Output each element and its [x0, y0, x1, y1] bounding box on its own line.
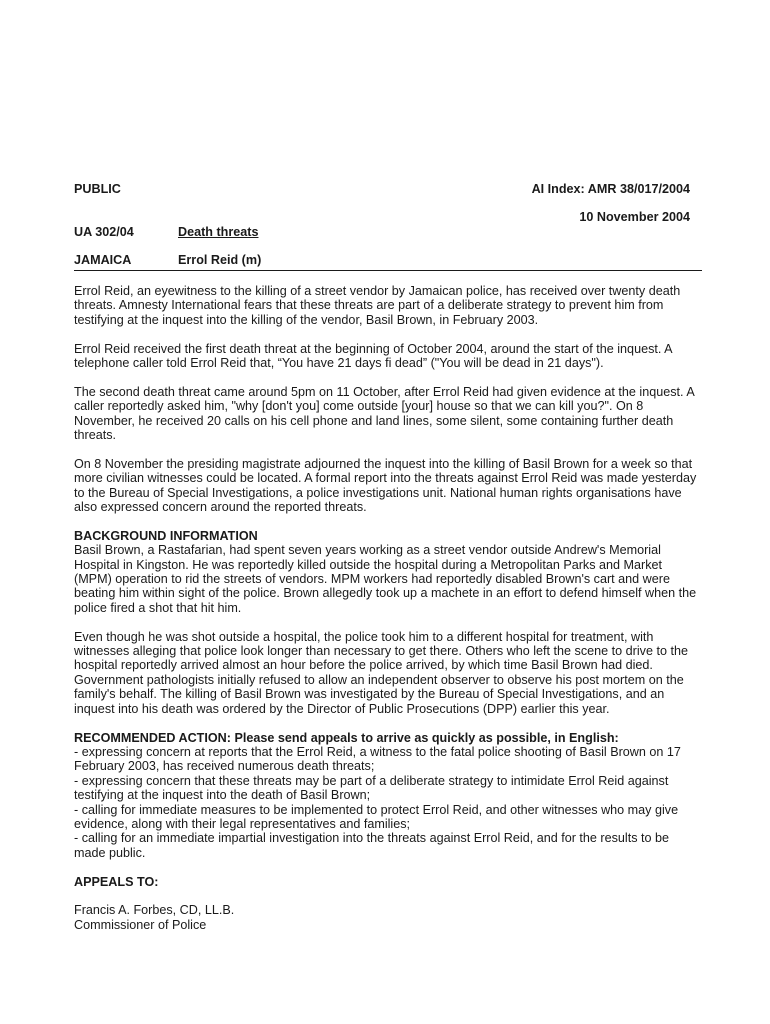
action-item: - expressing concern that these threats may be part of a deliberate strategy to intimidate Errol Reid against testifying at the inquest into the death of Basil Brown; — [74, 773, 669, 803]
paragraph-second-threat: The second death threat came around 5pm on 11 October, after Errol Reid had given evidence at the inquest. A caller reportedly asked him, "why [don't you] come outside [your] house so that we can kill you?". On 8 November, he received 20 calls on his cell phone and land lines, some silent, some containing further death threats. — [74, 384, 695, 443]
paragraph-background: Basil Brown, a Rastafarian, had spent seven years working as a street vendor outside Andrew's Memorial Hospital in Kingston. He was reportedly killed outside the hospital during a Metropolitan Parks and Market (MPM) operation to rid the streets of vendors. MPM workers had reportedly disabled Brown's cart and were beating him within sight of the police. Brown allegedly took up a machete in an effort to defend himself when the police fired a shot that hit him. — [74, 543, 697, 615]
header-divider — [74, 270, 702, 271]
paragraph-first-threat: Errol Reid received the first death threat at the beginning of October 2004, around the start of the inquest. A telephone caller told Errol Reid that, “You have 21 days fi dead” ("You will be dead in 21 days"). — [74, 341, 672, 371]
action-item: - calling for an immediate impartial investigation into the threats against Errol Reid, and for the results to be made public. — [74, 831, 670, 860]
ai-index: AI Index: AMR 38/017/2004 — [531, 182, 690, 196]
document-body — [74, 284, 698, 947]
classification-label: PUBLIC — [74, 182, 121, 196]
background-heading: BACKGROUND INFORMATION — [74, 528, 258, 543]
action-item: - expressing concern at reports that the Errol Reid, a witness to the fatal police shooting of Basil Brown on 17 February 2003, has received numerous death threats; — [74, 744, 681, 774]
document-date: 10 November 2004 — [579, 210, 690, 224]
subject-title: Death threats — [178, 225, 259, 239]
ua-number: UA 302/04 — [74, 225, 134, 239]
background-section — [74, 529, 698, 615]
recipient-block — [74, 903, 698, 932]
recommended-heading: RECOMMENDED ACTION: Please send appeals to arrive as quickly as possible, in English: — [74, 730, 619, 745]
paragraph-hospital: Even though he was shot outside a hospital, the police took him to a different hospital for treatment, with witnesses alleging that police look longer than necessary to get there. Others who left the scene to drive to the hospital reportedly arrived almost an hour before the police arrived, by which time Basil Brown had died. Government pathologists initially refused to allow an independent observer to observe his post mortem on the family's behalf. The killing of Basil Brown was investigated by the Bureau of Special Investigations, and an inquest into his death was ordered by the Director of Public Prosecutions (DPP) earlier this year. — [74, 629, 688, 716]
action-item: - calling for immediate measures to be implemented to protect Errol Reid, and other witnesses who may give evidence, along with their legal representatives and families; — [74, 802, 679, 831]
country-label: JAMAICA — [74, 253, 132, 267]
paragraph-intro: Errol Reid, an eyewitness to the killing of a street vendor by Jamaican police, has received over twenty death threats. Amnesty International fears that these threats are part of a deliberate strategy to prevent him from testifying at the inquest into the killing of the vendor, Basil Brown, in February 2003. — [74, 284, 681, 327]
paragraph-inquest-adjourned: On 8 November the presiding magistrate adjourned the inquest into the killing of Basil Brown for a week so that more civilian witnesses could be located. A formal report into the threats against Errol Reid was made yesterday to the Bureau of Special Investigations, a police investigations unit. National human rights organisations have also expressed concern around the reported threats. — [74, 456, 697, 515]
appeals-heading: APPEALS TO: — [74, 874, 159, 889]
recipient-title: Commissioner of Police — [74, 917, 207, 932]
recipient-name: Francis A. Forbes, CD, LL.B. — [74, 903, 235, 918]
person-name: Errol Reid (m) — [178, 253, 262, 267]
recommended-section — [74, 731, 698, 861]
